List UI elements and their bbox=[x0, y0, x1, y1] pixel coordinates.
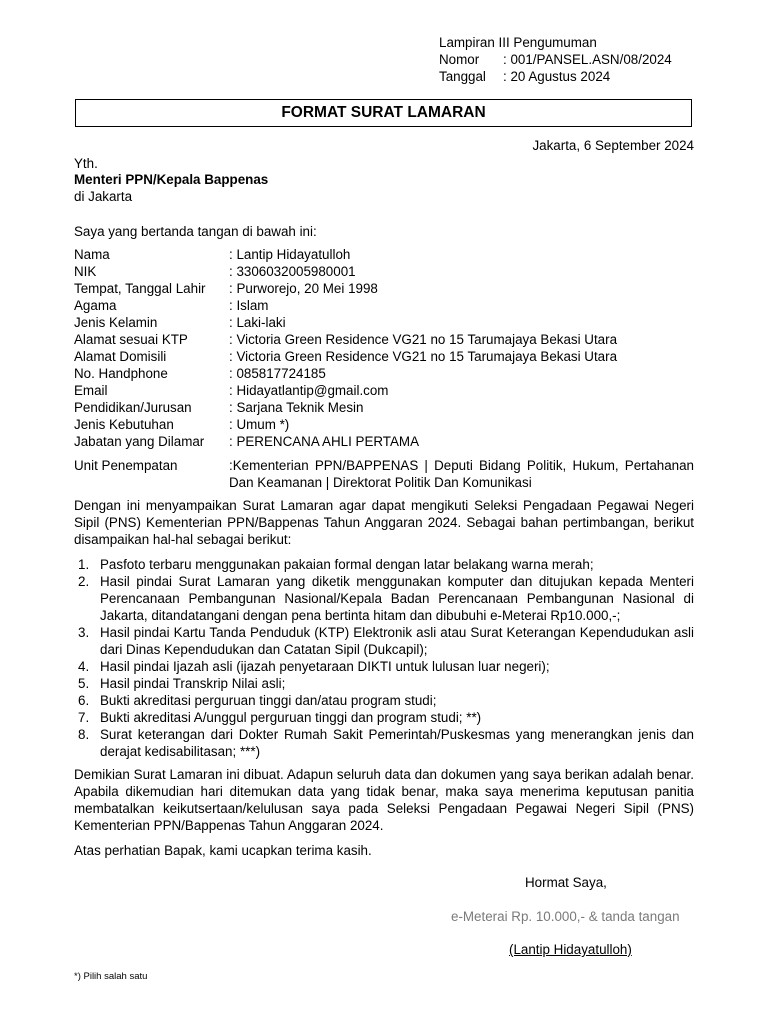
identity-label: Jabatan yang Dilamar bbox=[74, 434, 205, 449]
identity-value: : 3306032005980001 bbox=[229, 264, 356, 279]
list-item bbox=[74, 573, 694, 624]
identity-label: Tempat, Tanggal Lahir bbox=[74, 281, 206, 296]
list-item bbox=[74, 658, 694, 675]
list-number: 6. bbox=[78, 693, 90, 708]
identity-value: : Lantip Hidayatulloh bbox=[229, 247, 351, 262]
identity-value: : Hidayatlantip@gmail.com bbox=[229, 383, 389, 398]
tanggal-row bbox=[439, 68, 672, 85]
signature-name: (Lantip Hidayatulloh) bbox=[509, 942, 632, 957]
list-item bbox=[74, 692, 694, 709]
list-number: 2. bbox=[78, 574, 90, 589]
list-number: 5. bbox=[78, 676, 90, 691]
identity-value: : Umum *) bbox=[229, 417, 290, 432]
paragraph-declaration: Demikian Surat Lamaran ini dibuat. Adapun seluruh data dan dokumen yang saya berikan adalah benar. Apabila dikemudian hari ditemukan data yang tidak benar, maka saya menerima keputusan panitia membatalkan keikutsertaan/kelulusan saya pada Seleksi Pengadaan Pegawai Negeri Sipil (PNS) Kementerian PPN/Bappenas Tahun Anggaran 2024. bbox=[74, 767, 694, 833]
closing-text: Atas perhatian Bapak, kami ucapkan terima kasih. bbox=[74, 843, 372, 858]
identity-value: : Sarjana Teknik Mesin bbox=[229, 400, 364, 415]
list-item bbox=[74, 556, 694, 573]
attachment-list bbox=[74, 556, 694, 760]
signature-greeting: Hormat Saya, bbox=[525, 875, 607, 890]
list-text: Hasil pindai Transkrip Nilai asli; bbox=[100, 676, 286, 691]
list-text: Bukti akreditasi A/unggul perguruan tinggi dan program studi; **) bbox=[100, 710, 482, 725]
list-number: 7. bbox=[78, 710, 90, 725]
list-text: Hasil pindai Ijazah asli (ijazah penyetaraan DIKTI untuk lulusan luar negeri); bbox=[100, 659, 550, 674]
salutation: Yth. bbox=[74, 156, 98, 171]
list-number: 1. bbox=[78, 557, 90, 572]
place-date: Jakarta, 6 September 2024 bbox=[532, 138, 694, 153]
footnote: *) Pilih salah satu bbox=[74, 971, 148, 982]
nomor-row bbox=[439, 51, 672, 68]
list-text: Hasil pindai Surat Lamaran yang diketik menggunakan komputer dan ditujukan kepada Menteri Perencanaan Pembangunan Nasional/Kepala Badan Perencanaan Pembangunan Nasional di Jakarta, ditandatangani dengan pena bertinta hitam dan dibubuhi e-Meterai Rp10.000,-; bbox=[100, 574, 694, 623]
identity-value: : Purworejo, 20 Mei 1998 bbox=[229, 281, 378, 296]
nomor-value: : 001/PANSEL.ASN/08/2024 bbox=[503, 52, 672, 67]
list-item bbox=[74, 624, 694, 658]
unit-value: :Kementerian PPN/BAPPENAS | Deputi Bidang Politik, Hukum, Pertahanan Dan Keamanan | Direktorat Politik Dan Komunikasi bbox=[229, 458, 694, 490]
identity-value: : Victoria Green Residence VG21 no 15 Tarumajaya Bekasi Utara bbox=[229, 349, 618, 364]
list-text: Hasil pindai Kartu Tanda Penduduk (KTP) Elektronik asli atau Surat Keterangan Kependudukan asli dari Dinas Kependudukan dan Catatan Sipil (Dukcapil); bbox=[100, 625, 694, 657]
list-item bbox=[74, 709, 694, 726]
identity-label: Email bbox=[74, 383, 108, 398]
list-text: Bukti akreditasi perguruan tinggi dan/atau program studi; bbox=[100, 693, 437, 708]
list-number: 8. bbox=[78, 727, 90, 742]
lampiran-header bbox=[439, 34, 672, 85]
tanggal-label: Tanggal bbox=[439, 69, 486, 84]
list-text: Surat keterangan dari Dokter Rumah Sakit Pemerintah/Puskesmas yang menerangkan jenis dan derajat kedisabilitasan; ***) bbox=[100, 727, 694, 759]
form-title: FORMAT SURAT LAMARAN bbox=[75, 99, 692, 127]
list-item bbox=[74, 675, 694, 692]
identity-label: Nama bbox=[74, 247, 110, 262]
identity-label: Jenis Kebutuhan bbox=[74, 417, 174, 432]
identity-value: : Laki-laki bbox=[229, 315, 286, 330]
identity-label: No. Handphone bbox=[74, 366, 168, 381]
identity-label: Pendidikan/Jurusan bbox=[74, 400, 192, 415]
identity-value: : Victoria Green Residence VG21 no 15 Tarumajaya Bekasi Utara bbox=[229, 332, 618, 347]
identity-value: : 085817724185 bbox=[229, 366, 326, 381]
identity-label: Alamat Domisili bbox=[74, 349, 167, 364]
list-number: 4. bbox=[78, 659, 90, 674]
unit-label: Unit Penempatan bbox=[74, 458, 178, 473]
nomor-label: Nomor bbox=[439, 52, 480, 67]
identity-label: NIK bbox=[74, 264, 97, 279]
recipient-name: Menteri PPN/Kepala Bappenas bbox=[74, 172, 269, 187]
identity-label: Jenis Kelamin bbox=[74, 315, 158, 330]
recipient-location: di Jakarta bbox=[74, 189, 133, 204]
list-number: 3. bbox=[78, 625, 90, 640]
lampiran-title: Lampiran III Pengumuman bbox=[439, 35, 597, 50]
meterai-placeholder: e-Meterai Rp. 10.000,- & tanda tangan bbox=[451, 909, 680, 924]
identity-value: : PERENCANA AHLI PERTAMA bbox=[229, 434, 420, 449]
identity-value: : Islam bbox=[229, 298, 269, 313]
list-item bbox=[74, 726, 694, 760]
intro-text: Saya yang bertanda tangan di bawah ini: bbox=[74, 224, 317, 239]
paragraph-intro: Dengan ini menyampaikan Surat Lamaran agar dapat mengikuti Seleksi Pengadaan Pegawai Negeri Sipil (PNS) Kementerian PPN/Bappenas Tahun Anggaran 2024. Sebagai bahan pertimbangan, berikut disampaikan hal-hal sebagai berikut: bbox=[74, 498, 694, 547]
list-text: Pasfoto terbaru menggunakan pakaian formal dengan latar belakang warna merah; bbox=[100, 557, 594, 572]
identity-label: Agama bbox=[74, 298, 117, 313]
identity-label: Alamat sesuai KTP bbox=[74, 332, 188, 347]
tanggal-value: : 20 Agustus 2024 bbox=[503, 69, 611, 84]
